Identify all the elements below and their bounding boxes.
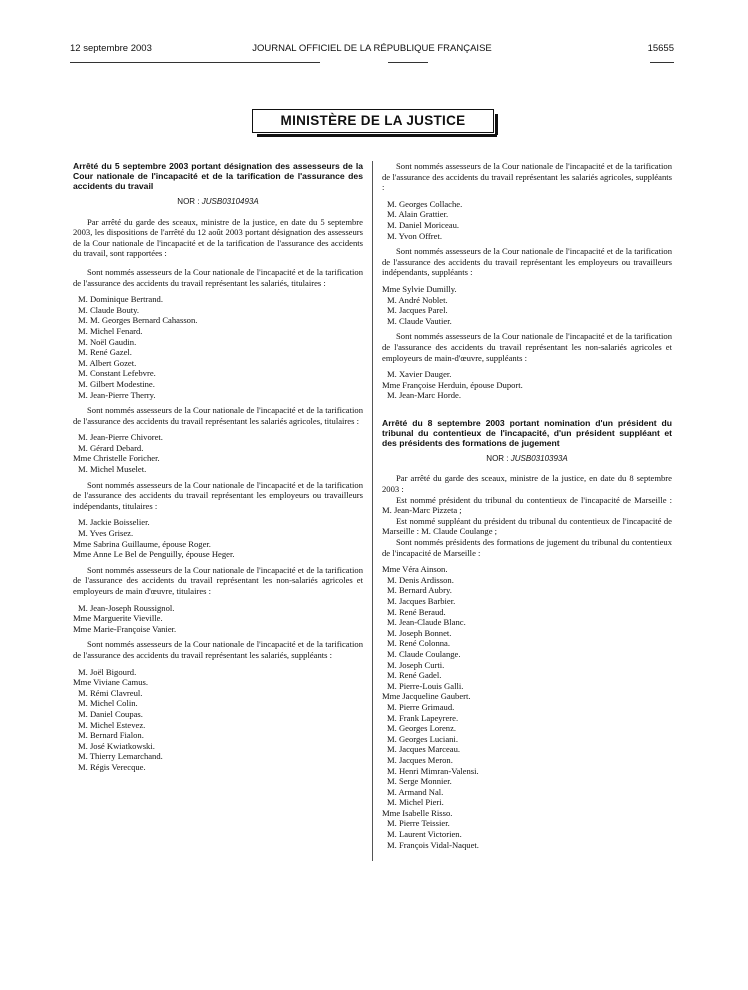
group-heading: Sont nommés assesseurs de la Cour nationale de l'incapacité et de la tarification de l'assurance des accidents du travail représentant les salariés, titulaires : xyxy=(73,266,363,288)
name-item: Mme Christelle Foricher. xyxy=(73,453,160,464)
name-item: M. Michel Fenard. xyxy=(78,325,143,336)
name-item: Mme Sylvie Dumilly. xyxy=(382,283,457,294)
name-item: M. Jacques Marceau. xyxy=(387,744,461,755)
nor-code: JUSB0310493A xyxy=(201,197,259,206)
names-list xyxy=(382,284,672,326)
name-item: M. Pierre Grimaud. xyxy=(387,701,455,712)
name-item: M. René Gazel. xyxy=(78,347,132,358)
name-item: M. Claude Coulange. xyxy=(387,648,461,659)
name-item: M. René Beraud. xyxy=(387,606,446,617)
name-item: M. Thierry Lemarchand. xyxy=(78,751,163,762)
name-item: M. Noël Gaudin. xyxy=(78,336,137,347)
journal-title: JOURNAL OFFICIEL DE LA RÉPUBLIQUE FRANÇAISE xyxy=(252,43,492,54)
names-list xyxy=(73,432,363,474)
name-item: M. Xavier Dauger. xyxy=(387,369,452,380)
name-item: M. Constant Lefebvre. xyxy=(78,368,156,379)
names-list xyxy=(73,603,363,635)
page-header xyxy=(70,43,674,57)
name-item: M. François Vidal-Naquet. xyxy=(387,839,479,850)
name-item: M. Michel Estevez. xyxy=(78,719,146,730)
name-item: M. Michel Muselet. xyxy=(78,464,147,475)
arrete-intro: Par arrêté du garde des sceaux, ministre de la justice, en date du 8 septembre 2003 : xyxy=(382,473,672,495)
name-item: Mme Isabelle Risso. xyxy=(382,807,453,818)
name-item: M. Rémi Clavreul. xyxy=(78,687,143,698)
name-item: M. Georges Collache. xyxy=(387,198,463,209)
names-list xyxy=(73,294,363,400)
name-item: M. Jacques Parel. xyxy=(387,305,448,316)
nor-reference xyxy=(73,197,363,208)
name-item: M. Bernard Fialon. xyxy=(78,730,144,741)
name-item: M. Gilbert Modestine. xyxy=(78,378,155,389)
name-item: M. Yvon Offret. xyxy=(387,230,442,241)
arrete-intro: Par arrêté du garde des sceaux, ministre de la justice, en date du 5 septembre 2003, les dispositions de l'arrêté du 12 août 2003 portant désignation des assesseurs de la Cour nationale de l'incapacité et de la tarification de l'assurance des accidents du travail, sont rapportées : xyxy=(73,216,363,259)
name-item: M. José Kwiatkowski. xyxy=(78,740,155,751)
arrete-title: Arrêté du 8 septembre 2003 portant nomination d'un président du tribunal du contentieux de l'incapacité, d'un président suppléant et des présidents des formations de jugement xyxy=(382,417,672,448)
group-heading: Sont nommés assesseurs de la Cour nationale de l'incapacité et de la tarification de l'assurance des accidents du travail représentant les employeurs ou travailleurs indépendants, suppléants : xyxy=(382,246,672,278)
name-item: M. Jean-Marc Horde. xyxy=(387,390,461,401)
nor-reference xyxy=(382,454,672,465)
name-item: M. Jean-Joseph Roussignol. xyxy=(78,602,175,613)
page-number: 15655 xyxy=(647,43,674,54)
name-item: M. Jean-Pierre Therry. xyxy=(78,389,156,400)
name-item: M. Michel Colin. xyxy=(78,698,138,709)
names-list xyxy=(73,667,363,773)
name-item: M. Georges Lorenz. xyxy=(387,723,457,734)
nor-code: JUSB0310393A xyxy=(510,453,568,463)
presidents-heading: Sont nommés présidents des formations de jugement du tribunal du contentieux de l'incapacité de Marseille : xyxy=(382,537,672,558)
president-paragraph: Est nommé président du tribunal du contentieux de l'incapacité de Marseille : M. Jean-Marc Pizzeta ; xyxy=(382,494,672,516)
name-item: M. Bernard Aubry. xyxy=(387,585,452,596)
name-item: M. Henri Mimran-Valensi. xyxy=(387,765,479,776)
group-heading: Sont nommés assesseurs de la Cour nationale de l'incapacité et de la tarification de l'assurance des accidents du travail représentant les non-salariés agricoles et employeurs de main d'œuvre, titulaires : xyxy=(73,564,363,596)
group-heading: Sont nommés assesseurs de la Cour nationale de l'incapacité et de la tarification de l'assurance des accidents du travail représentant les salariés, suppléants : xyxy=(73,639,363,660)
name-item: M. Jean-Pierre Chivoret. xyxy=(78,432,163,443)
name-item: M. Joël Bigourd. xyxy=(78,666,137,677)
name-item: Mme Jacqueline Gaubert. xyxy=(382,691,471,702)
name-item: M. Jacques Meron. xyxy=(387,754,453,765)
name-item: M. Daniel Coupas. xyxy=(78,708,143,719)
name-item: M. Frank Lapeyrere. xyxy=(387,712,459,723)
name-item: Mme Anne Le Bel de Penguilly, épouse Heger. xyxy=(73,549,235,560)
ministry-heading: MINISTÈRE DE LA JUSTICE xyxy=(252,109,494,133)
name-item: M. Joseph Curti. xyxy=(387,659,445,670)
names-list xyxy=(382,199,672,241)
name-item: Mme Sabrina Guillaume, épouse Roger. xyxy=(73,538,211,549)
name-item: M. Régis Verecque. xyxy=(78,761,146,772)
name-item: M. Jacques Barbier. xyxy=(387,596,456,606)
nor-label: NOR : xyxy=(486,453,509,463)
deputy-paragraph: Est nommé suppléant du président du tribunal du contentieux de l'incapacité de Marseille : M. Claude Coulange ; xyxy=(382,515,672,537)
group-heading: Sont nommés assesseurs de la Cour nationale de l'incapacité et de la tarification de l'assurance des accidents du travail représentant les employeurs ou travailleurs indépendants, titulaires : xyxy=(73,479,363,511)
name-item: M. Armand Nal. xyxy=(387,786,444,797)
name-item: M. Pierre Teissier. xyxy=(387,818,450,829)
name-item: M. André Noblet. xyxy=(387,294,448,305)
names-list xyxy=(382,369,672,401)
name-item: M. René Gadel. xyxy=(387,670,442,681)
name-item: M. Yves Grisez. xyxy=(78,528,134,539)
right-column xyxy=(382,161,672,855)
group-heading: Sont nommés assesseurs de la Cour nationale de l'incapacité et de la tarification de l'assurance des accidents du travail représentant les salariés agricoles, suppléants : xyxy=(382,161,672,193)
name-item: Mme Françoise Herduin, épouse Duport. xyxy=(382,379,523,390)
name-item: M. Daniel Moriceau. xyxy=(387,219,460,230)
name-item: M. Albert Gozet. xyxy=(78,357,137,368)
name-item: M. Claude Bouty. xyxy=(78,304,140,315)
name-item: M. Jean-Claude Blanc. xyxy=(387,617,466,628)
name-item: M. Dominique Bertrand. xyxy=(78,294,163,305)
name-item: M. Jackie Boisselier. xyxy=(78,517,150,528)
name-item: Mme Marguerite Vieville. xyxy=(73,613,163,624)
arrete-title: Arrêté du 5 septembre 2003 portant désignation des assesseurs de la Cour nationale de l'incapacité et de la tarification de l'assurance des accidents du travail xyxy=(73,161,363,191)
nor-label: NOR : xyxy=(177,197,200,206)
issue-date: 12 septembre 2003 xyxy=(70,43,152,54)
name-item: Mme Marie-Françoise Vanier. xyxy=(73,623,177,634)
name-item: M. Pierre-Louis Galli. xyxy=(387,680,464,691)
name-item: M. Laurent Victorien. xyxy=(387,829,462,840)
name-item: M. Denis Ardisson. xyxy=(387,574,454,585)
name-item: M. Serge Monnier. xyxy=(387,776,452,787)
left-column xyxy=(73,161,363,778)
name-item: M. Michel Pieri. xyxy=(387,797,444,808)
name-item: M. Gérard Debard. xyxy=(78,442,144,453)
name-item: Mme Véra Ainson. xyxy=(382,564,448,575)
name-item: M. Alain Grattier. xyxy=(387,209,449,220)
name-item: M. M. Georges Bernard Cahasson. xyxy=(78,315,198,326)
name-item: M. Joseph Bonnet. xyxy=(387,627,452,638)
column-separator xyxy=(372,161,373,861)
names-list xyxy=(73,517,363,559)
names-list xyxy=(382,564,672,850)
name-item: Mme Viviane Camus. xyxy=(73,677,148,688)
group-heading: Sont nommés assesseurs de la Cour nationale de l'incapacité et de la tarification de l'assurance des accidents du travail représentant les salariés agricoles, titulaires : xyxy=(73,405,363,426)
name-item: M. Georges Luciani. xyxy=(387,733,458,744)
name-item: M. Claude Vautier. xyxy=(387,315,452,326)
name-item: M. René Colonna. xyxy=(387,638,451,649)
group-heading: Sont nommés assesseurs de la Cour nationale de l'incapacité et de la tarification de l'assurance des accidents du travail représentant les non-salariés agricoles et employeurs de main-d'œuvre, suppléants : xyxy=(382,331,672,363)
